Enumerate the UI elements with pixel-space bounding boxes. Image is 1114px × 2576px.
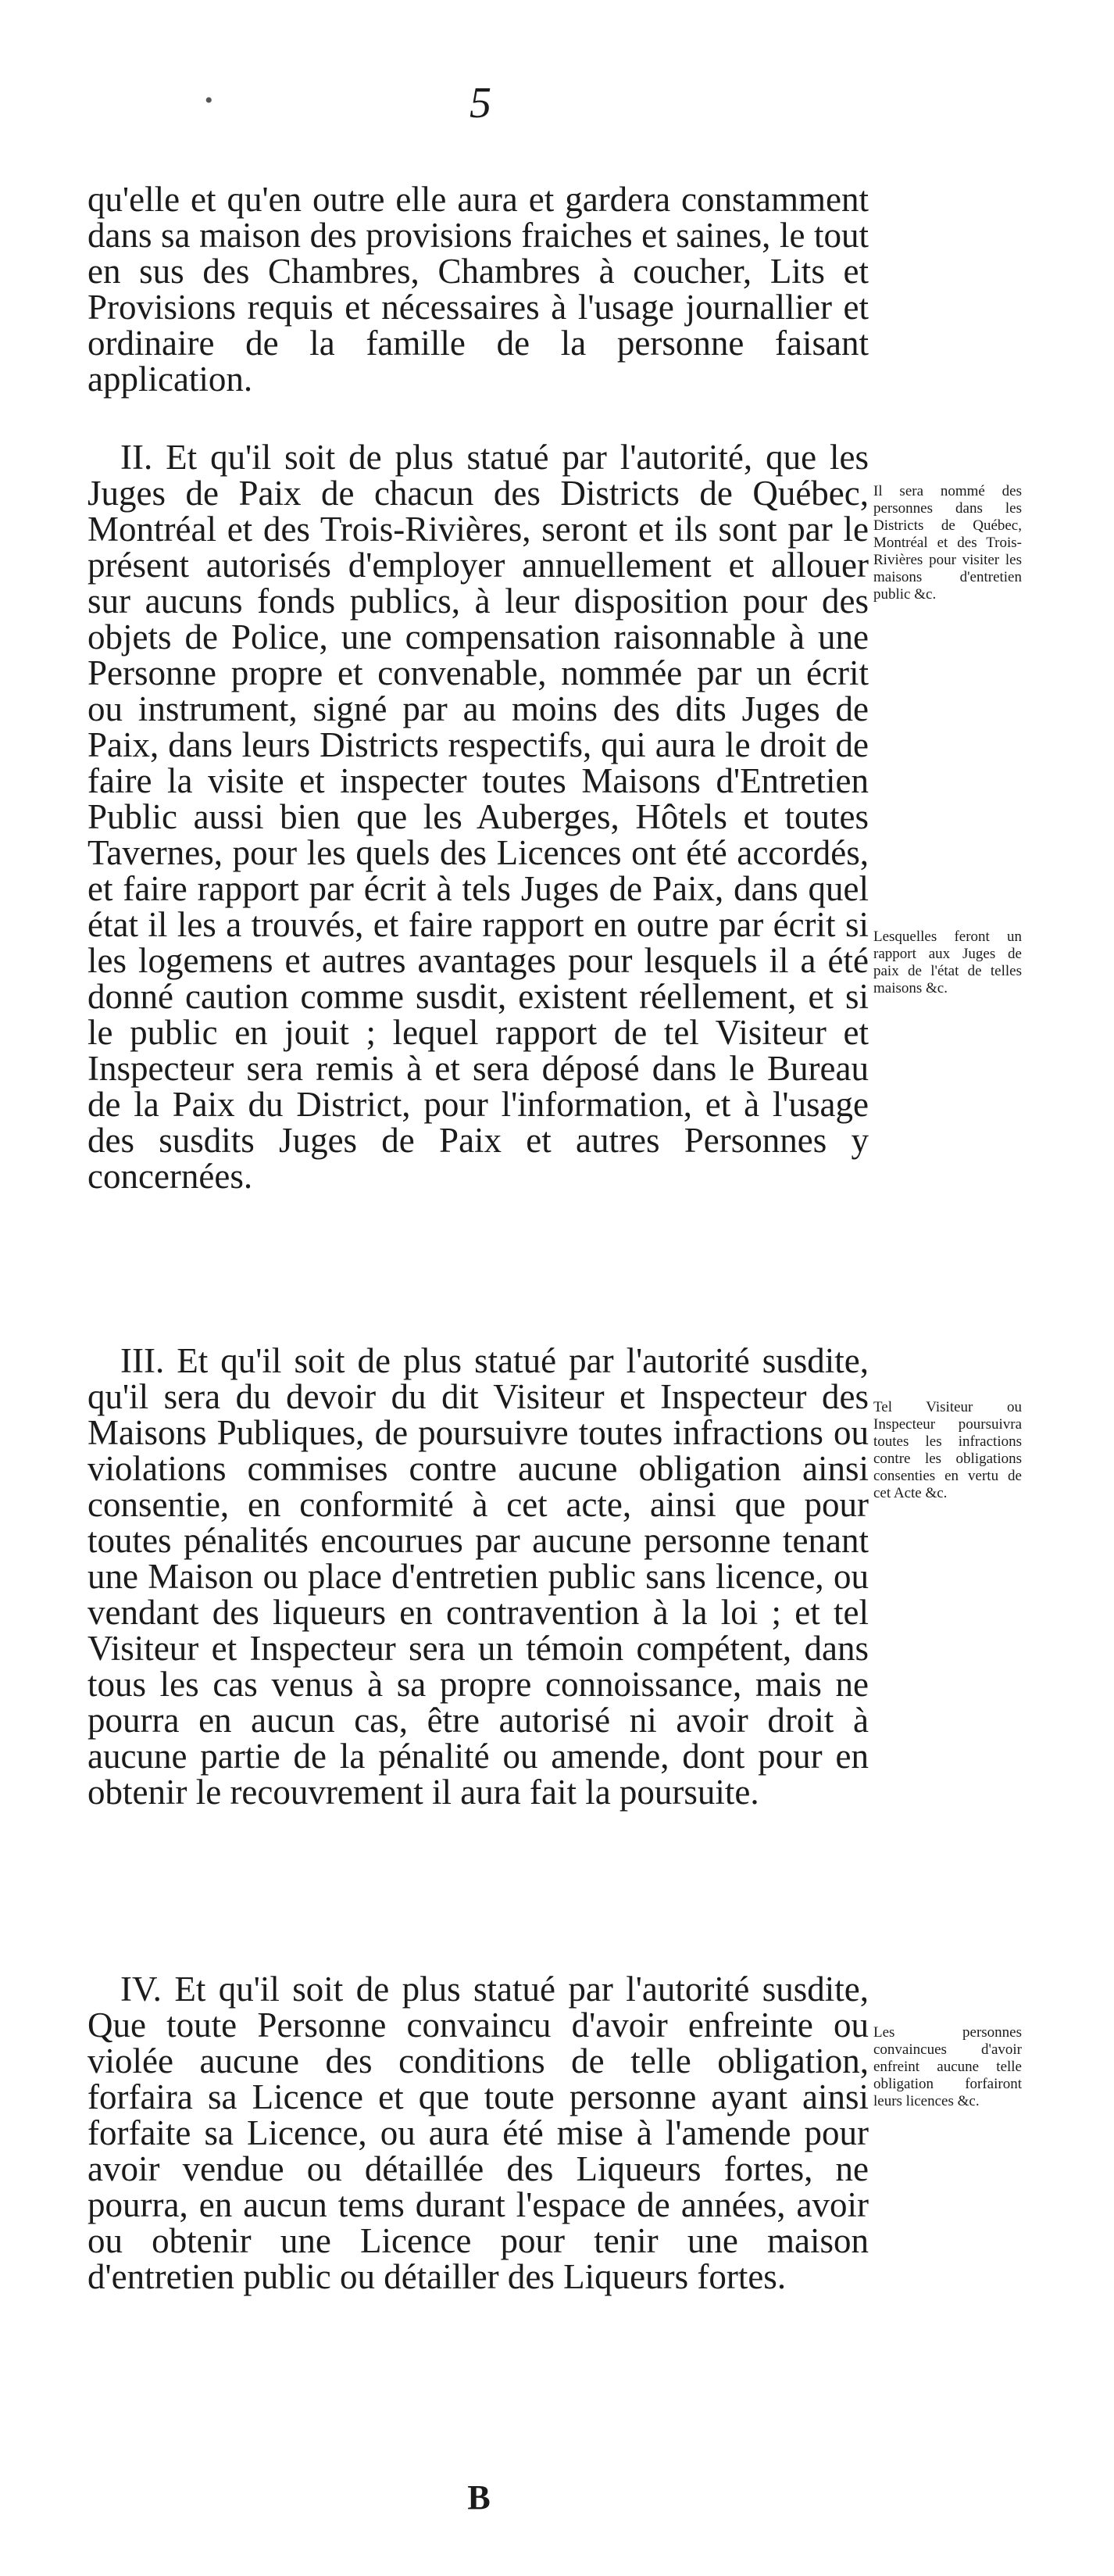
section-4-text: IV. Et qu'il soit de plus statué par l'autorité susdite, Que toute Personne convaincu d'avoir enfreinte ou violée aucune des conditions de telle obligation, forfaira sa Licence et que toute personne ayant ainsi forfaite sa Licence, ou aura été mise à l'amende pour avoir vendue ou détaillée des Liqueurs fortes, ne pourra, en aucun tems durant l'espace de années, avoir ou obtenir une Licence pour tenir une maison d'entretien public ou détailler des Liqueurs fortes. xyxy=(87,1970,869,2296)
paragraph-section-4 xyxy=(87,1971,869,2295)
section-3-text: III. Et qu'il soit de plus statué par l'autorité susdite, qu'il sera du devoir du dit Visiteur et Inspecteur des Maisons Publiques, de poursuivre toutes infractions ou violations commises contre aucune obligation ainsi consentie, en conformité à cet acte, ainsi que pour toutes pénalités encourues par aucune personne tenant une Maison ou place d'entretien public sans licence, ou vendant des liqueurs en contravention à la loi ; et tel Visiteur et Inspecteur sera un témoin compétent, dans tous les cas venus à sa propre connoissance, mais ne pourra en aucun cas, être autorisé ni avoir droit à aucune partie de la pénalité ou amende, dont pour en obtenir le recouvrement il aura fait la poursuite. xyxy=(87,1341,869,1812)
margin-note-4: Les personnes convaincues d'avoir enfreint aucune telle obligation forfairont leurs licences &c. xyxy=(873,2024,1022,2109)
paragraph-intro xyxy=(87,181,869,397)
paragraph-section-3 xyxy=(87,1343,869,1810)
margin-note-2: Lesquelles feront un rapport aux Juges de paix de l'état de telles maisons &c. xyxy=(873,928,1022,996)
paragraph-section-2 xyxy=(87,439,869,1194)
page-number: 5 xyxy=(470,79,491,127)
margin-note-3: Tel Visiteur ou Inspecteur poursuivra toutes les infractions contre les obligations consenties en vertu de cet Acte &c. xyxy=(873,1399,1022,1501)
stray-dot-mark: • xyxy=(205,88,213,113)
section-2-text: II. Et qu'il soit de plus statué par l'autorité, que les Juges de Paix de chacun des Districts de Québec, Montréal et des Trois-Rivières, seront et ils sont par le présent autorisés d'employer annuellement et allouer sur aucuns fonds publics, à leur disposition pour des objets de Police, une compensation raisonnable à une Personne propre et convenable, nommée par un écrit ou instrument, signé par au moins des dits Juges de Paix, dans leurs Districts respectifs, qui aura le droit de faire la visite et inspecter toutes Maisons d'Entretien Public aussi bien que les Auberges, Hôtels et toutes Tavernes, pour les quels des Licences ont été accordés, et faire rapport par écrit à tels Juges de Paix, dans quel état il les a trouvés, et faire rapport en outre par écrit si les logemens et autres avantages pour lesquels il a été donné caution comme susdit, existent réellement, et si le public en jouit ; lequel rapport de tel Visiteur et Inspecteur sera remis à et sera déposé dans le Bureau de la Paix du District, pour l'information, et à l'usage des susdits Juges de Paix et autres Personnes y concernées. xyxy=(87,438,869,1196)
margin-note-1: Il sera nommé des personnes dans les Districts de Québec, Montréal et des Trois-Rivières pour visiter les maisons d'entretien public &c. xyxy=(873,483,1022,603)
intro-text: qu'elle et qu'en outre elle aura et gardera constamment dans sa maison des provisions fraiches et saines, le tout en sus des Chambres, Chambres à coucher, Lits et Provisions requis et nécessaires à l'usage journallier et ordinaire de la famille de la personne faisant application. xyxy=(87,180,869,399)
signature-mark: B xyxy=(467,2478,491,2517)
